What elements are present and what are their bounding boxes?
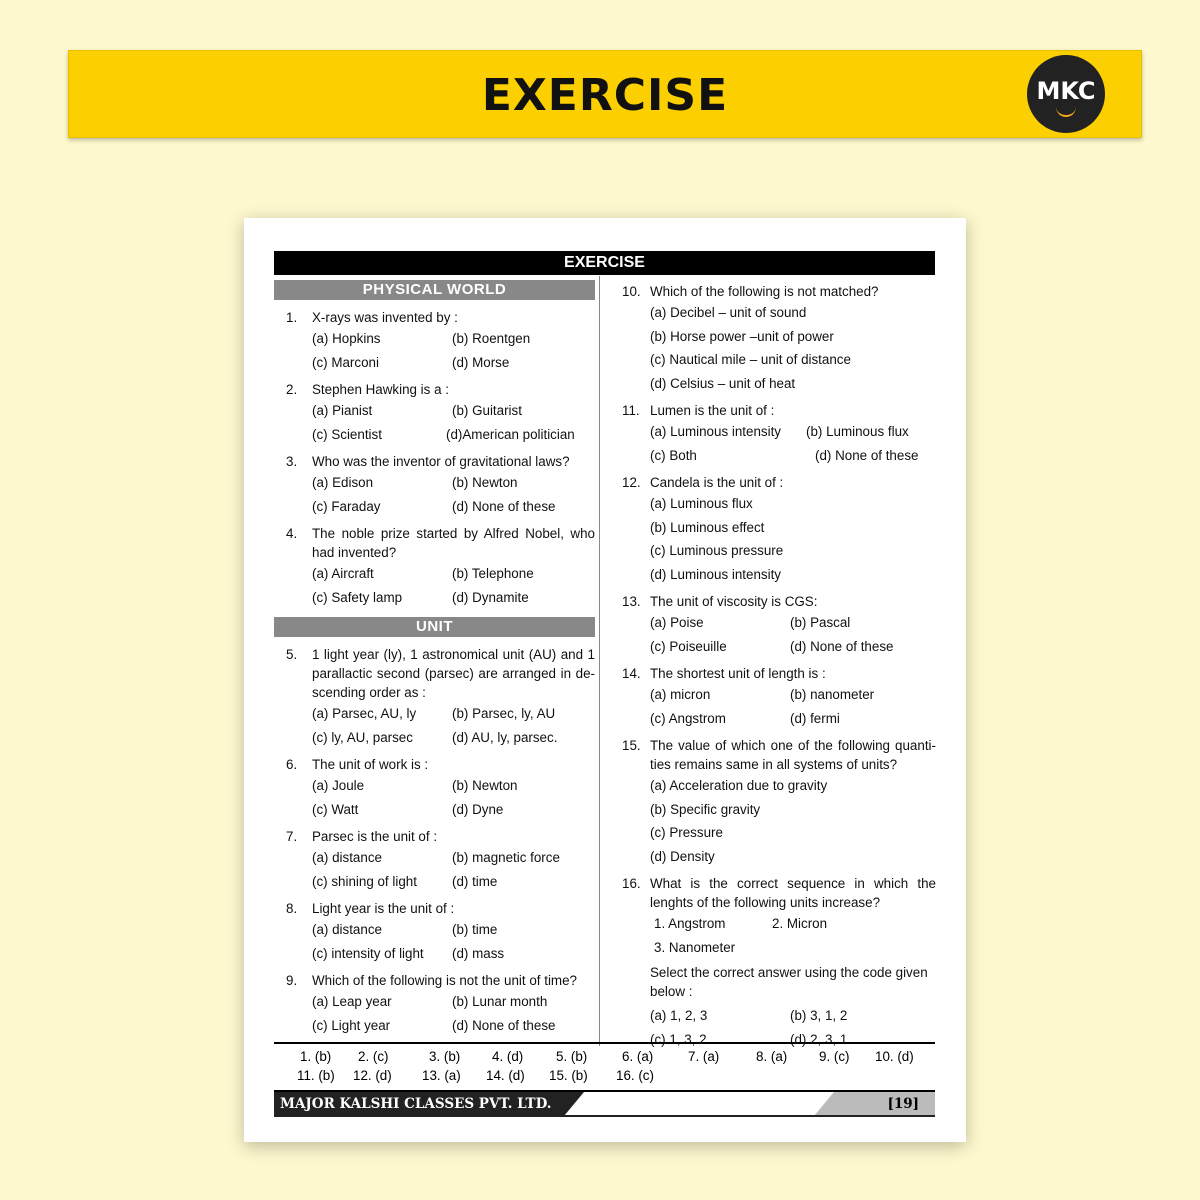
question-text: 1 light year (ly), 1 astronomical unit (AU) and 1 parallactic second (parsec) are arranged in de-scending order as :	[312, 647, 595, 700]
question-9	[274, 971, 595, 1037]
logo-text: MKC	[1036, 77, 1096, 105]
option-b: (b) Roentgen	[452, 331, 531, 347]
worksheet-page	[244, 218, 966, 1142]
item-1: 1. Angstrom	[654, 916, 726, 932]
question-number: 10.	[622, 284, 641, 299]
answer-item: 6. (a)	[622, 1049, 654, 1064]
answer-item: 5. (b)	[556, 1049, 588, 1064]
item-3: 3. Nanometer	[654, 939, 736, 955]
question-3	[274, 452, 595, 518]
question-text: The value of which one of the following quanti-ties remains same in all systems of units?	[650, 738, 936, 772]
option-d: (d) Density	[650, 848, 715, 864]
question-number: 16.	[622, 876, 641, 891]
option-a: (a) micron	[650, 687, 711, 703]
question-1	[274, 308, 595, 374]
option-b: (b) 3, 1, 2	[790, 1008, 848, 1024]
section-physical-world: PHYSICAL WORLD	[274, 280, 595, 300]
option-c: (c) Scientist	[312, 426, 382, 442]
option-a: (a) Joule	[312, 778, 365, 794]
option-a: (a) distance	[312, 922, 382, 938]
option-a: (a) Leap year	[312, 994, 392, 1010]
left-column	[274, 276, 595, 1037]
option-b: (b) Parsec, ly, AU	[452, 706, 556, 722]
option-d: (d) Celsius – unit of heat	[650, 375, 796, 391]
option-c: (c) Both	[650, 447, 697, 463]
header-banner	[68, 50, 1142, 138]
answer-key	[274, 1042, 935, 1092]
option-b: (b) Horse power –unit of power	[650, 328, 834, 344]
question-number: 9.	[286, 973, 298, 988]
answer-item: 1. (b)	[300, 1049, 332, 1064]
answer-item: 14. (d)	[486, 1068, 525, 1083]
option-c: (c) intensity of light	[312, 945, 424, 961]
column-divider	[599, 276, 600, 1046]
question-text: Light year is the unit of :	[312, 901, 455, 916]
question-number: 12.	[622, 475, 641, 490]
footer-rule	[274, 1115, 935, 1117]
option-b: (b) Lunar month	[452, 994, 548, 1010]
question-7	[274, 827, 595, 893]
option-a: (a) Luminous flux	[650, 496, 753, 511]
question-number: 3.	[286, 454, 298, 469]
option-d: (d) Dyne	[452, 801, 504, 817]
option-b: (b) Luminous flux	[806, 424, 909, 440]
question-text: Who was the inventor of gravitational laws?	[312, 454, 570, 469]
option-c: (c) ly, AU, parsec	[312, 729, 413, 745]
option-b: (b) Telephone	[452, 566, 534, 582]
option-a: (a) 1, 2, 3	[650, 1008, 708, 1024]
question-8	[274, 899, 595, 965]
option-b: (b) Luminous effect	[650, 519, 765, 535]
option-a: (a) Luminous intensity	[650, 424, 781, 440]
option-c: (c) Pressure	[650, 825, 723, 840]
question-16	[614, 874, 936, 1051]
option-c: (c) Nautical mile – unit of distance	[650, 352, 851, 367]
option-c: (c) Faraday	[312, 498, 381, 514]
answer-item: 2. (c)	[358, 1049, 389, 1064]
question-number: 8.	[286, 901, 298, 916]
option-b: (b) Newton	[452, 778, 518, 794]
answer-item: 9. (c)	[819, 1049, 850, 1064]
question-12	[614, 473, 936, 586]
page-number: [19]	[887, 1096, 919, 1112]
answer-item: 12. (d)	[353, 1068, 392, 1083]
answer-item: 11. (b)	[297, 1068, 335, 1083]
mkc-logo	[1027, 55, 1105, 133]
question-number: 13.	[622, 594, 641, 609]
question-number: 2.	[286, 382, 298, 397]
question-4	[274, 524, 595, 609]
option-c: (c) Angstrom	[650, 710, 726, 726]
option-c: (c) Light year	[312, 1017, 391, 1033]
option-d: (d) time	[452, 873, 498, 889]
option-c: (c) Marconi	[312, 354, 379, 370]
option-c: (c) Watt	[312, 801, 359, 817]
answer-item: 3. (b)	[429, 1049, 461, 1064]
question-text: Which of the following is not matched?	[650, 284, 879, 299]
option-d: (d) None of these	[452, 1017, 556, 1033]
code-instruction: Select the correct answer using the code given below :	[650, 965, 928, 999]
option-b: (b) time	[452, 922, 498, 938]
question-number: 5.	[286, 647, 298, 662]
question-11	[614, 401, 936, 467]
question-number: 7.	[286, 829, 298, 844]
question-10	[614, 282, 936, 395]
question-text: The shortest unit of length is :	[650, 666, 826, 681]
question-13	[614, 592, 936, 658]
question-text: Lumen is the unit of :	[650, 403, 775, 418]
question-2	[274, 380, 595, 446]
option-a: (a) Hopkins	[312, 331, 381, 347]
option-c: (c) shining of light	[312, 873, 417, 889]
answer-item: 4. (d)	[492, 1049, 524, 1064]
item-2: 2. Micron	[772, 916, 828, 932]
option-d: (d) 2, 3, 1	[790, 1031, 848, 1047]
option-a: (a) Edison	[312, 475, 374, 491]
option-d: (d) Dynamite	[452, 589, 529, 605]
option-b: (b) Pascal	[790, 615, 851, 631]
question-number: 15.	[622, 738, 641, 753]
publisher-name: MAJOR KALSHI CLASSES PVT. LTD.	[274, 1092, 564, 1116]
footer-dark-wedge	[564, 1092, 584, 1116]
option-a: (a) Pianist	[312, 403, 373, 419]
option-d: (d) Luminous intensity	[650, 566, 781, 582]
option-d: (d) fermi	[790, 710, 840, 726]
option-a: (a) Acceleration due to gravity	[650, 778, 828, 793]
question-number: 11.	[622, 403, 640, 418]
question-text: Candela is the unit of :	[650, 475, 784, 490]
option-a: (a) Poise	[650, 615, 704, 631]
question-text: Which of the following is not the unit of time?	[312, 973, 577, 988]
question-number: 1.	[286, 310, 298, 325]
question-number: 6.	[286, 757, 298, 772]
option-d: (d)American politician	[446, 426, 575, 442]
page-footer	[274, 1092, 935, 1116]
footer-grey-band	[834, 1092, 935, 1116]
question-number: 4.	[286, 526, 298, 541]
answer-item: 8. (a)	[756, 1049, 788, 1064]
question-text: X-rays was invented by :	[312, 310, 458, 325]
question-text: The unit of work is :	[312, 757, 429, 772]
answer-item: 7. (a)	[688, 1049, 720, 1064]
question-number: 14.	[622, 666, 641, 681]
answer-item: 16. (c)	[616, 1068, 654, 1083]
question-text: Parsec is the unit of :	[312, 829, 438, 844]
option-b: (b) nanometer	[790, 687, 875, 703]
option-d: (d) None of these	[815, 447, 919, 463]
option-c: (c) 1, 3, 2	[650, 1031, 707, 1047]
option-c: (c) Poiseuille	[650, 638, 727, 654]
question-text: The noble prize started by Alfred Nobel, who had invented?	[312, 526, 595, 560]
option-b: (b) Newton	[452, 475, 518, 491]
option-d: (d) mass	[452, 945, 505, 961]
option-d: (d) Morse	[452, 354, 510, 370]
option-c: (c) Safety lamp	[312, 589, 403, 605]
option-d: (d) AU, ly, parsec.	[452, 729, 558, 745]
sheet-title: EXERCISE	[274, 251, 935, 275]
right-column	[614, 276, 936, 1051]
answer-item: 15. (b)	[549, 1068, 588, 1083]
option-a: (a) Aircraft	[312, 566, 374, 582]
option-b: (b) Specific gravity	[650, 801, 761, 817]
option-a: (a) Parsec, AU, ly	[312, 706, 417, 722]
question-15	[614, 736, 936, 868]
option-b: (b) magnetic force	[452, 850, 560, 866]
answer-item: 10. (d)	[875, 1049, 914, 1064]
option-b: (b) Guitarist	[452, 403, 522, 419]
answer-item: 13. (a)	[422, 1068, 461, 1083]
option-c: (c) Luminous pressure	[650, 543, 784, 558]
banner-title: EXERCISE	[481, 70, 729, 121]
question-text: Stephen Hawking is a :	[312, 382, 449, 397]
logo-smile-icon	[1056, 107, 1076, 117]
question-14	[614, 664, 936, 730]
question-text: The unit of viscosity is CGS:	[650, 594, 818, 609]
section-unit: UNIT	[274, 617, 595, 637]
option-d: (d) None of these	[790, 638, 894, 654]
option-d: (d) None of these	[452, 498, 556, 514]
question-5	[274, 645, 595, 749]
option-a: (a) distance	[312, 850, 382, 866]
question-text: What is the correct sequence in which the lenghts of the following units increase?	[650, 876, 936, 910]
option-a: (a) Decibel – unit of sound	[650, 305, 807, 320]
footer-grey-wedge	[814, 1092, 834, 1116]
question-6	[274, 755, 595, 821]
